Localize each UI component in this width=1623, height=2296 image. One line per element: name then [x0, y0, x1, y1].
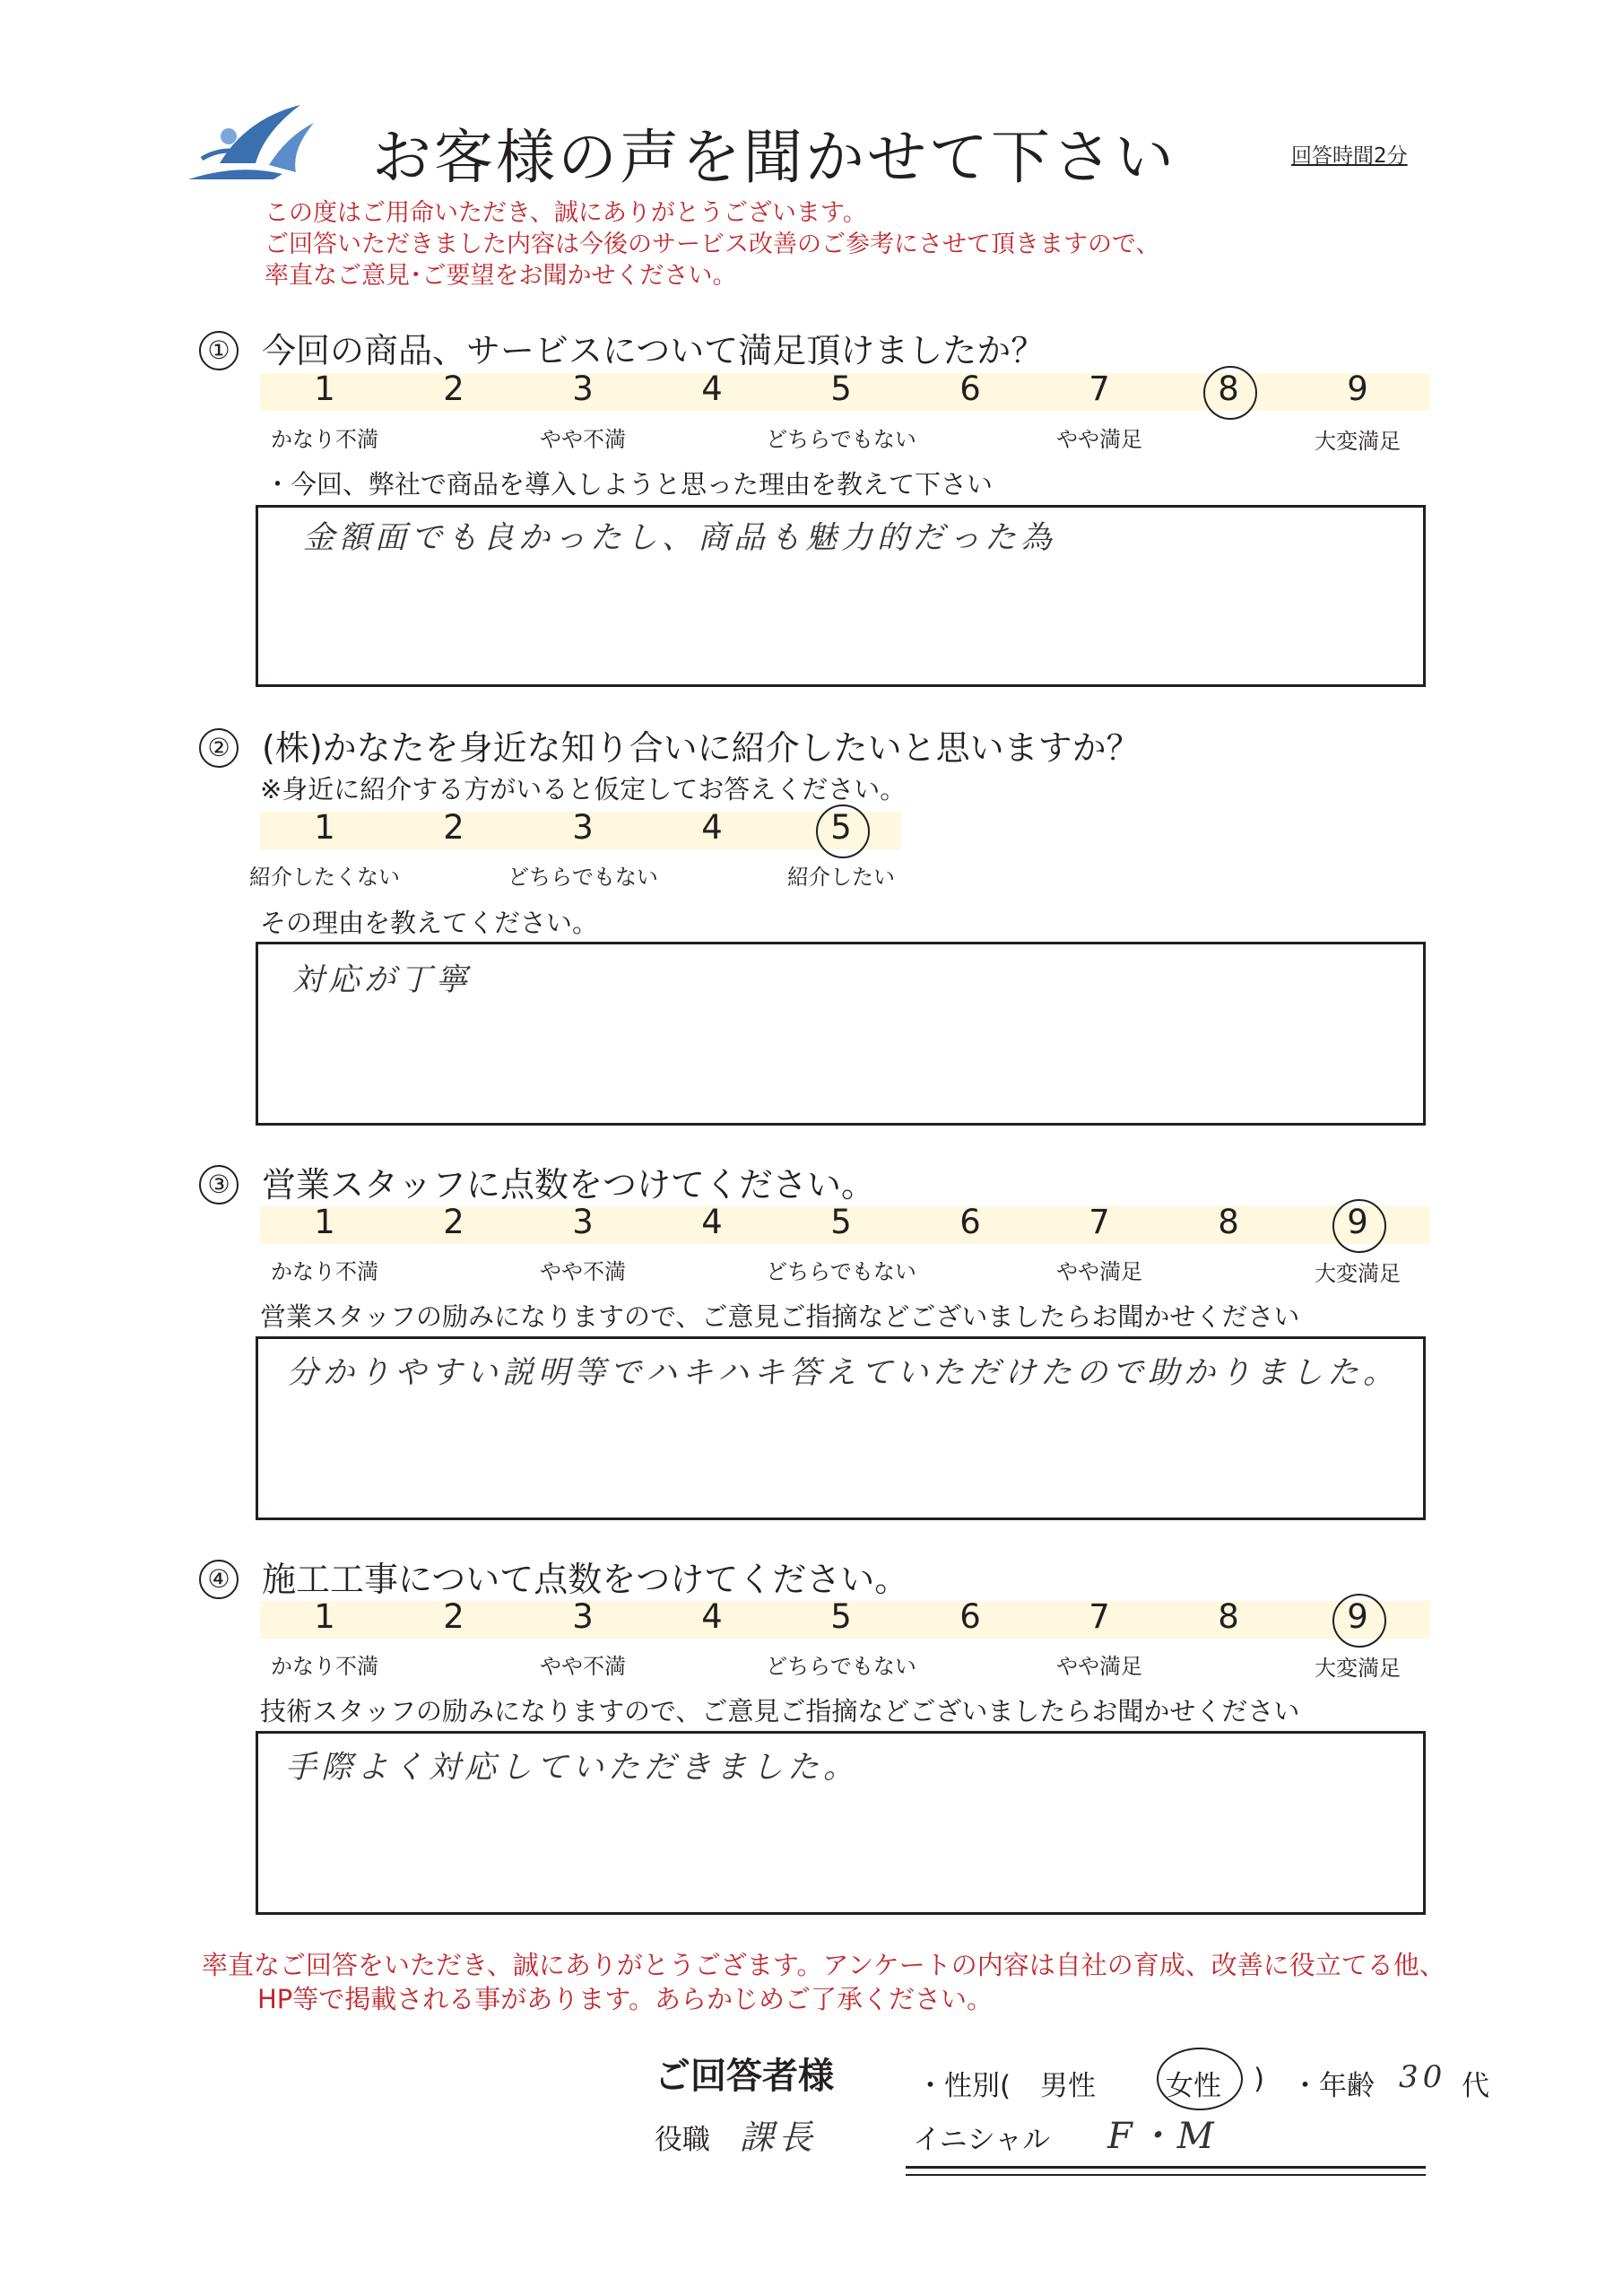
scale-label: 大変満足 — [1315, 1261, 1401, 1286]
rating-option-4[interactable]: 4 — [701, 1203, 723, 1241]
question-text: 施工工事について点数をつけてください。 — [262, 1560, 909, 1599]
rating-option-6[interactable]: 6 — [959, 1203, 981, 1241]
rating-option-1[interactable]: 1 — [314, 1203, 335, 1241]
page-title: お客様の声を聞かせて下さい — [372, 123, 1176, 192]
scale-label: かなり不満 — [271, 1654, 378, 1679]
question-number: ③ — [199, 1165, 239, 1205]
question-prompt: ・今回、弊社で商品を導入しようと思った理由を教えて下さい — [265, 469, 994, 500]
question-text: 今回の商品、サービスについて満足頂けましたか？ — [262, 331, 1046, 370]
initial-value[interactable]: F・M — [1107, 2116, 1219, 2157]
scale-label: どちらでもない — [766, 1654, 916, 1679]
scale-label: やや不満 — [540, 1259, 626, 1284]
scale-label: かなり不満 — [271, 427, 378, 452]
intro-text — [265, 197, 1159, 291]
rating-option-7[interactable]: 7 — [1089, 370, 1110, 408]
position-label: 役職 — [655, 2124, 710, 2156]
question-text: (株)かなたを身近な知り合いに紹介したいと思いますか？ — [262, 728, 1141, 768]
rating-option-9[interactable]: 9 — [1347, 1597, 1368, 1636]
age-label: ・年齢 — [1291, 2070, 1375, 2102]
answer-handwriting: 手際よく対応していただきました。 — [285, 1750, 860, 1786]
question-note: ※身近に紹介する方がいると仮定してお答えください。 — [260, 774, 907, 804]
rating-option-2[interactable]: 2 — [443, 808, 464, 847]
answer-box[interactable] — [256, 505, 1426, 687]
initial-underline-top — [906, 2166, 1426, 2169]
gender-option-female[interactable]: 女性 — [1166, 2070, 1221, 2102]
rating-option-1[interactable]: 1 — [314, 1597, 335, 1636]
question-3-heading — [199, 1157, 875, 1207]
scale-label: どちらでもない — [766, 1259, 916, 1284]
rating-option-9[interactable]: 9 — [1347, 1203, 1368, 1241]
gender-option-male[interactable]: 男性 — [1040, 2070, 1096, 2102]
question-number: ② — [199, 728, 239, 768]
gender-close: ) — [1254, 2063, 1265, 2095]
rating-option-2[interactable]: 2 — [443, 370, 464, 408]
scale-label: どちらでもない — [508, 865, 658, 890]
rating-option-7[interactable]: 7 — [1089, 1203, 1110, 1241]
respondent-heading: ご回答者様 — [655, 2056, 834, 2097]
answer-handwriting: 分かりやすい説明等でハキハキ答えていただけたので助かりました。 — [287, 1355, 1400, 1391]
gender-label: ・性別( — [916, 2070, 1011, 2102]
question-number: ① — [199, 331, 239, 370]
scale-label: 大変満足 — [1315, 429, 1401, 454]
question-prompt: 営業スタッフの励みになりますので、ご意見ご指摘などございましたらお聞かせください — [260, 1301, 1300, 1332]
scale-label: 大変満足 — [1315, 1656, 1401, 1681]
initial-underline-bottom — [906, 2174, 1426, 2176]
rating-option-5[interactable]: 5 — [830, 1203, 852, 1241]
rating-option-5[interactable]: 5 — [830, 1597, 852, 1636]
answer-box[interactable] — [256, 1336, 1426, 1520]
intro-line: この度はご用命いただき、誠にありがとうございます。 — [265, 199, 867, 227]
rating-option-8[interactable]: 8 — [1218, 1597, 1239, 1636]
rating-option-3[interactable]: 3 — [572, 1203, 594, 1241]
company-logo — [184, 100, 318, 186]
question-text: 営業スタッフに点数をつけてください。 — [262, 1165, 876, 1205]
age-unit: 代 — [1462, 2070, 1489, 2102]
scale-label: やや満足 — [1056, 1654, 1142, 1679]
scale-label: どちらでもない — [766, 427, 916, 452]
footer-notice — [202, 1948, 1445, 2016]
scale-label: やや満足 — [1056, 1259, 1142, 1284]
scale-label: 紹介したくない — [249, 865, 400, 890]
scale-label: 紹介したい — [787, 865, 895, 890]
rating-option-4[interactable]: 4 — [701, 370, 723, 408]
scale-label: やや不満 — [540, 427, 626, 452]
answer-time-note: 回答時間2分 — [1291, 144, 1408, 168]
rating-option-7[interactable]: 7 — [1089, 1597, 1110, 1636]
question-1-heading — [199, 323, 1045, 373]
rating-option-2[interactable]: 2 — [443, 1597, 464, 1636]
question-2-heading — [199, 720, 1141, 770]
question-4-heading — [199, 1552, 908, 1602]
rating-option-3[interactable]: 3 — [572, 808, 594, 847]
rating-option-8[interactable]: 8 — [1218, 370, 1239, 408]
scale-label: かなり不満 — [271, 1259, 378, 1284]
initial-label: イニシャル — [913, 2124, 1051, 2156]
rating-option-1[interactable]: 1 — [314, 808, 335, 847]
rating-option-3[interactable]: 3 — [572, 1597, 594, 1636]
position-value[interactable]: 課長 — [740, 2118, 818, 2157]
answer-handwriting: 対応が丁寧 — [292, 962, 473, 998]
selected-rating-circle — [1203, 366, 1257, 420]
selected-rating-circle — [816, 804, 870, 858]
rating-option-5[interactable]: 5 — [830, 370, 852, 408]
intro-line: ご回答いただきました内容は今後のサービス改善のご参考にさせて頂きますので、 — [265, 230, 1160, 258]
answer-box[interactable] — [256, 942, 1426, 1126]
rating-option-8[interactable]: 8 — [1218, 1203, 1239, 1241]
rating-option-4[interactable]: 4 — [701, 808, 723, 847]
selected-gender-circle — [1157, 2048, 1243, 2110]
age-value[interactable]: 30 — [1399, 2059, 1447, 2095]
question-prompt: その理由を教えてください。 — [260, 908, 599, 938]
rating-option-6[interactable]: 6 — [959, 370, 981, 408]
scale-label: やや満足 — [1056, 427, 1142, 452]
answer-box[interactable] — [256, 1731, 1426, 1915]
rating-option-6[interactable]: 6 — [959, 1597, 981, 1636]
rating-option-1[interactable]: 1 — [314, 370, 335, 408]
question-number: ④ — [199, 1560, 239, 1599]
rating-option-2[interactable]: 2 — [443, 1203, 464, 1241]
question-prompt: 技術スタッフの励みになりますので、ご意見ご指摘などございましたらお聞かせください — [260, 1696, 1300, 1726]
scale-label: やや不満 — [540, 1654, 626, 1679]
footer-line: HP等で掲載される事があります。あらかじめご了承ください。 — [257, 1984, 993, 2014]
selected-rating-circle — [1332, 1594, 1386, 1648]
intro-line: 率直なご意見･ご要望をお聞かせください。 — [265, 262, 737, 290]
selected-rating-circle — [1332, 1199, 1386, 1253]
rating-option-5[interactable]: 5 — [830, 808, 852, 847]
rating-option-3[interactable]: 3 — [572, 370, 594, 408]
footer-line: 率直なご回答をいただき、誠にありがとうござます。アンケートの内容は自社の育成、改善に役立てる他、 — [202, 1950, 1445, 1980]
rating-option-4[interactable]: 4 — [701, 1597, 723, 1636]
answer-handwriting: 金額面でも良かったし、商品も魅力的だった為 — [303, 520, 1057, 556]
rating-option-9[interactable]: 9 — [1347, 370, 1368, 408]
